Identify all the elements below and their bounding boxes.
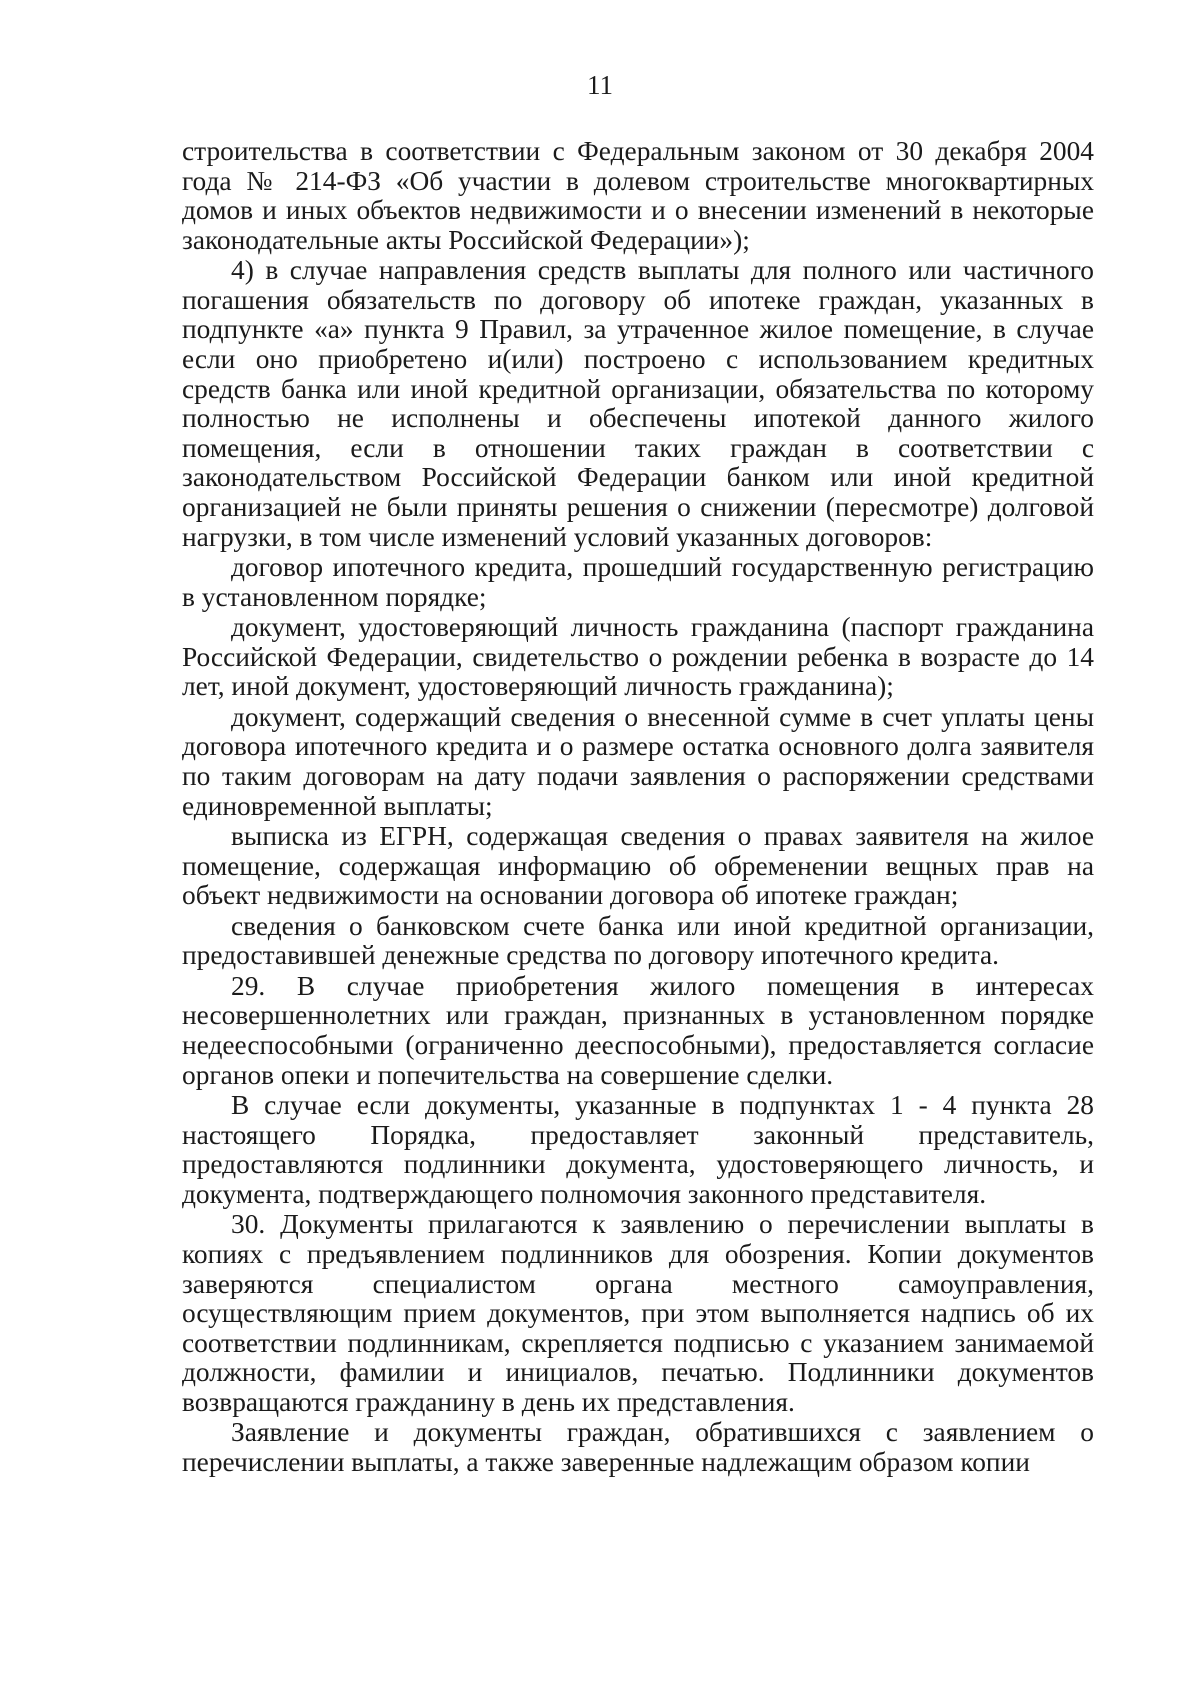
paragraph: В случае если документы, указанные в подпунктах 1 - 4 пункта 28 настоящего Порядка, предоставляет законный представитель, предоставляются подлинники документа, удостоверяющего личность, и документа, подтверждающего полномочия законного представителя.	[182, 1090, 1094, 1209]
paragraph: 29. В случае приобретения жилого помещения в интересах несовершеннолетних или граждан, признанных в установленном порядке недееспособными (ограниченно дееспособными), предоставляется согласие органов опеки и попечительства на совершение сделки.	[182, 970, 1094, 1090]
paragraph: строительства в соответствии с Федеральным законом от 30 декабря 2004 года № 214-ФЗ «Об участии в долевом строительстве многоквартирных домов и иных объектов недвижимости и о внесении изменений в некоторые законодательные акты Российской Федерации»);	[182, 136, 1094, 255]
paragraph: 30. Документы прилагаются к заявлению о перечислении выплаты в копиях с предъявлением подлинников для обозрения. Копии документов заверяются специалистом органа местного самоуправления, осуществляющим прием документов, при этом выполняется надпись об их соответствии подлинникам, скрепляется подписью с указанием занимаемой должности, фамилии и инициалов, печатью. Подлинники документов возвращаются гражданину в день их представления.	[182, 1209, 1094, 1417]
paragraph: документ, содержащий сведения о внесенной сумме в счет уплаты цены договора ипотечного кредита и о размере остатка основного долга заявителя по таким договорам на дату подачи заявления о распоряжении средствами единовременной выплаты;	[182, 701, 1094, 821]
paragraph: документ, удостоверяющий личность гражданина (паспорт гражданина Российской Федерации, свидетельство о рождении ребенка в возрасте до 14 лет, иной документ, удостоверяющий личность гражданина);	[182, 612, 1094, 702]
paragraph: выписка из ЕГРН, содержащая сведения о правах заявителя на жилое помещение, содержащая информацию об обременении вещных прав на объект недвижимости на основании договора об ипотеке граждан;	[182, 821, 1094, 911]
paragraph: договор ипотечного кредита, прошедший государственную регистрацию в установленном порядке;	[182, 552, 1094, 612]
paragraph: 4) в случае направления средств выплаты для полного или частичного погашения обязательств по договору об ипотеке граждан, указанных в подпункте «а» пункта 9 Правил, за утраченное жилое помещение, в случае если оно приобретено и(или) построено с использованием кредитных средств банка или иной кредитной организации, обязательства по которому полностью не исполнены и обеспечены ипотекой данного жилого помещения, если в отношении таких граждан в соответствии с законодательством Российской Федерации банком или иной кредитной организацией не были приняты решения о снижении (пересмотре) долговой нагрузки, в том числе изменений условий указанных договоров:	[182, 255, 1094, 552]
document-body	[182, 137, 1094, 1478]
paragraph: сведения о банковском счете банка или иной кредитной организации, предоставившей денежные средства по договору ипотечного кредита.	[182, 910, 1094, 971]
paragraph: Заявление и документы граждан, обратившихся с заявлением о перечислении выплаты, а также заверенные надлежащим образом копии	[182, 1417, 1094, 1478]
page-number: 11	[587, 70, 613, 100]
